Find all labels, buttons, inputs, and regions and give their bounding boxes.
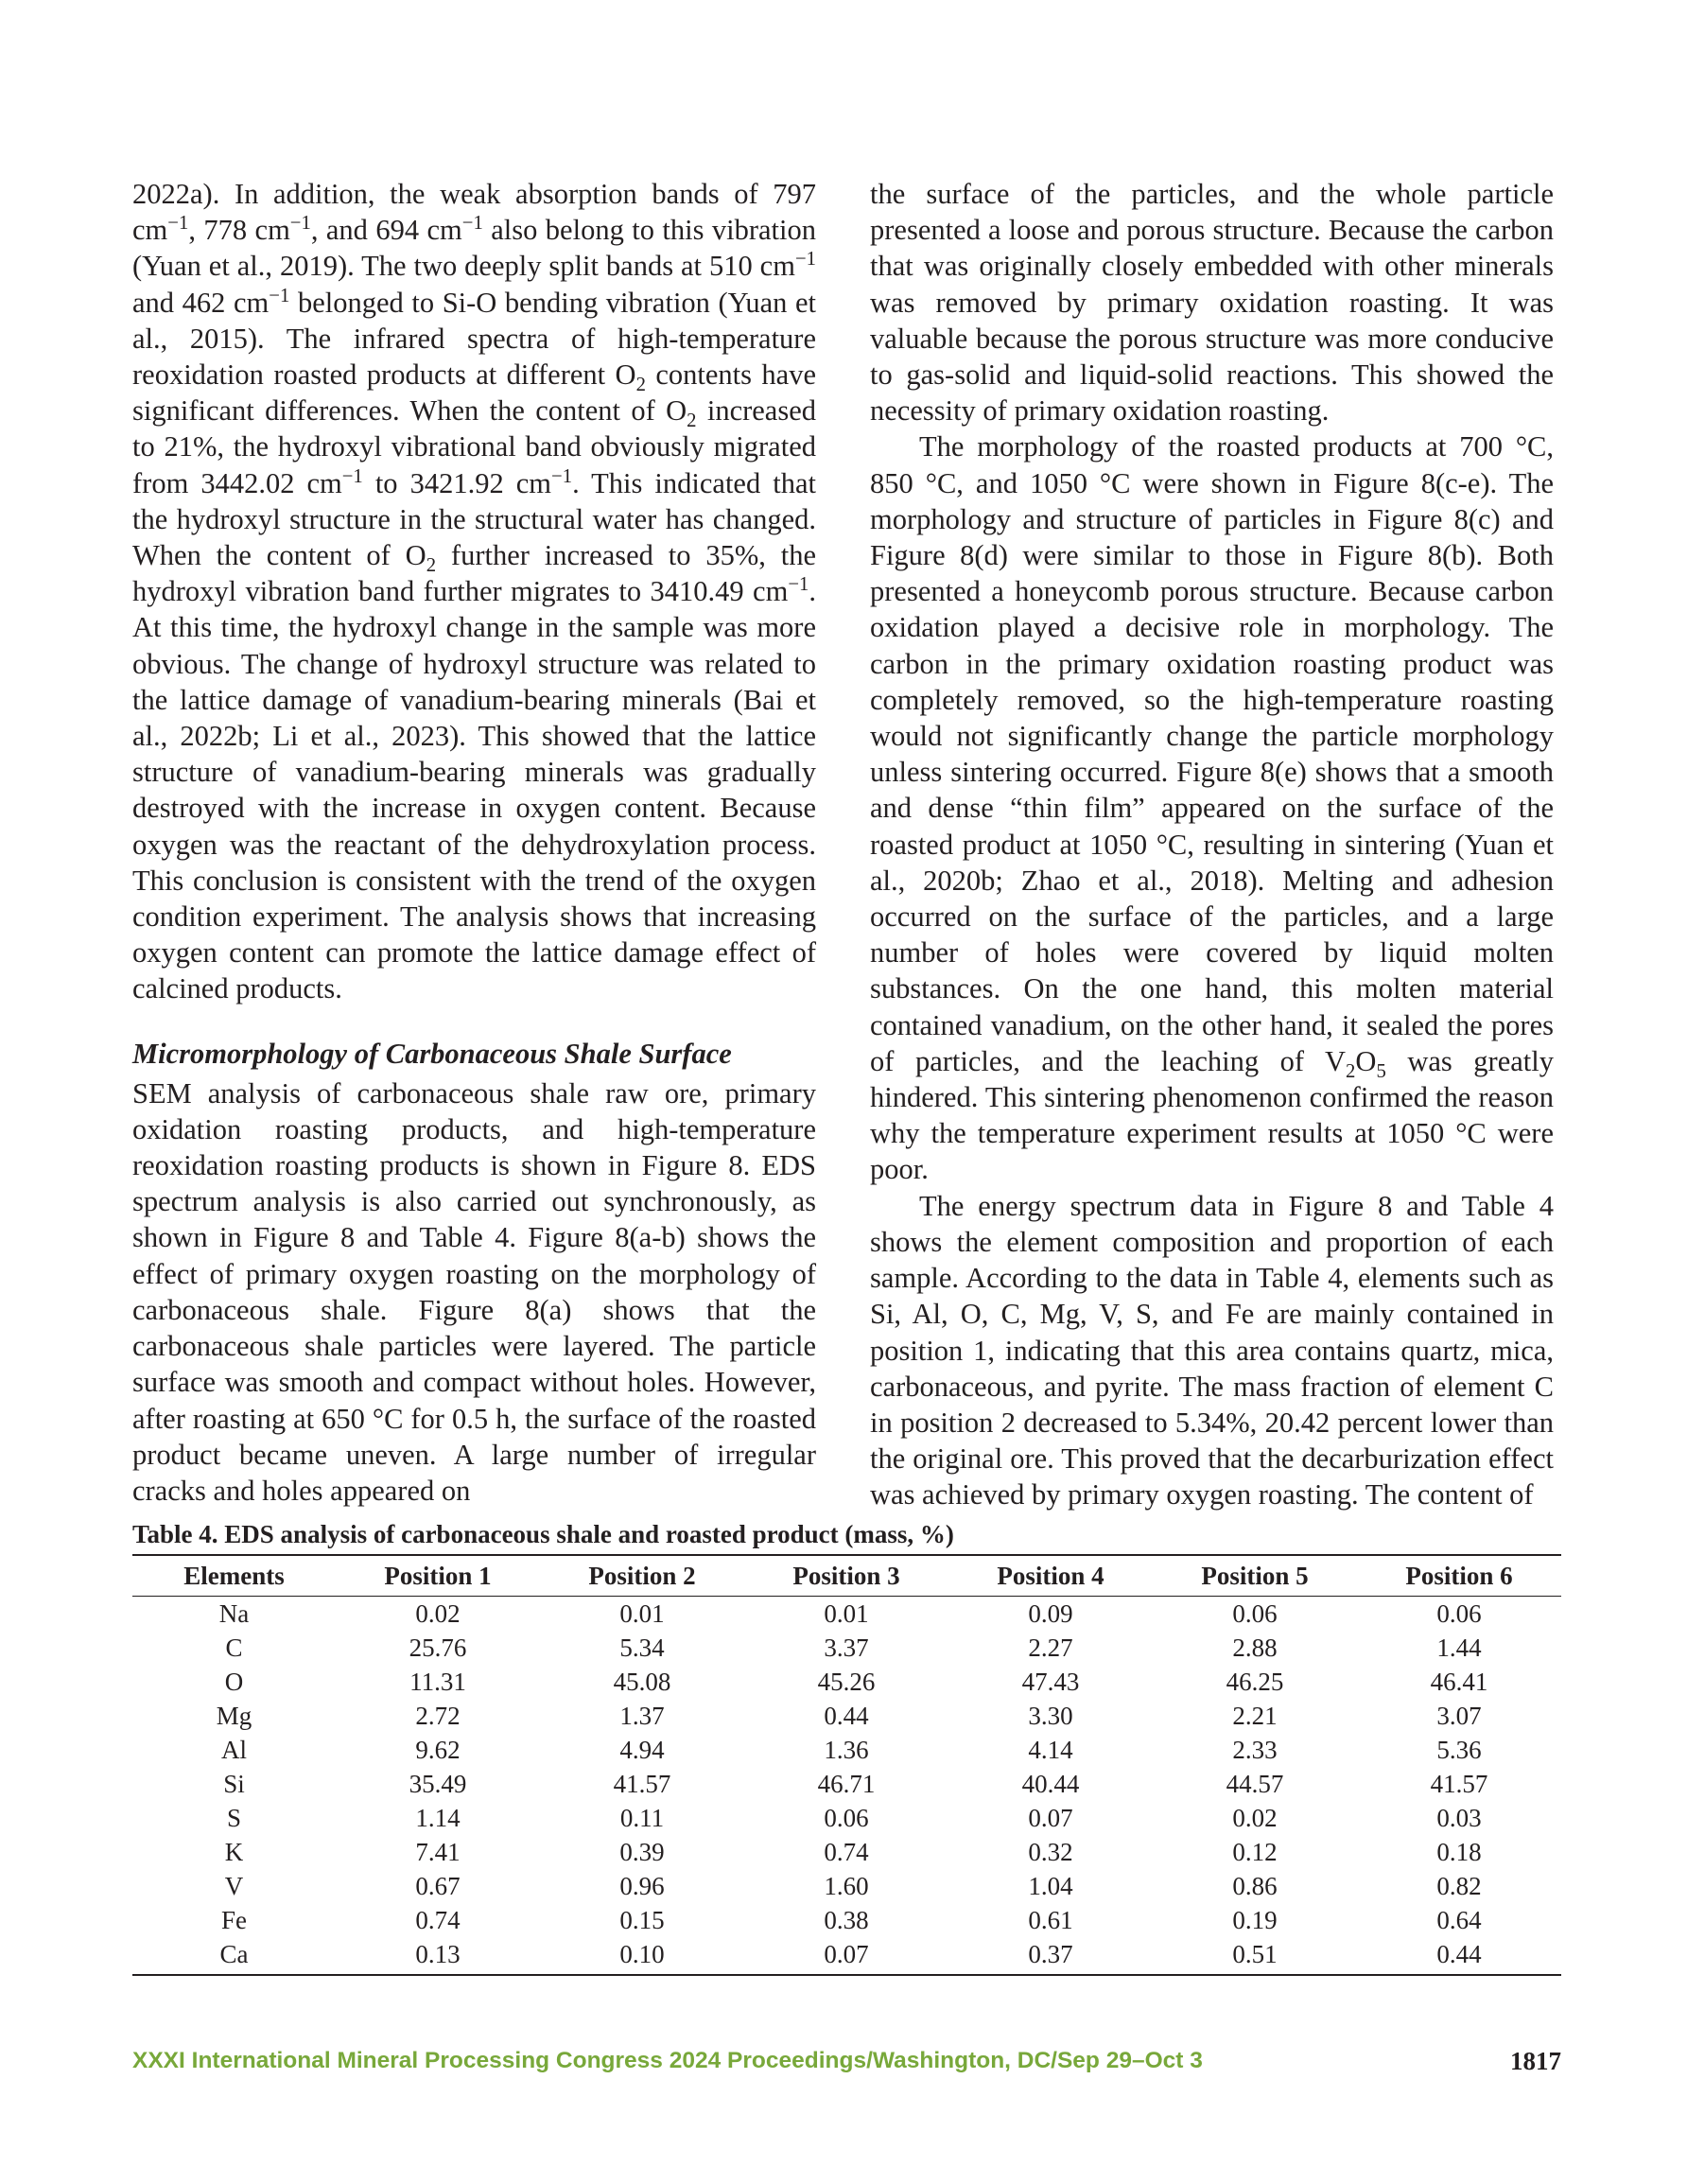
superscript: −1: [289, 213, 311, 235]
value-cell: 2.27: [1028, 1634, 1073, 1662]
body-paragraph: the surface of the particles, and the whole particle presented a loose and porous structure. Because the carbon that was originally closely embedded with other minerals was removed by primary oxidation roasting. It was valuable because the porous structure was more conducive to gas-solid and liquid-solid reactions. This showed the necessity of primary oxidation roasting.: [870, 178, 1554, 428]
value-cell: 2.21: [1232, 1702, 1278, 1730]
superscript: −1: [461, 213, 483, 235]
value-cell: 0.02: [1232, 1804, 1278, 1832]
element-cell: C: [225, 1634, 243, 1662]
subscript: 2: [687, 411, 697, 432]
column-header: Position 2: [540, 1555, 744, 1597]
value-cell: 2.72: [415, 1702, 461, 1730]
value-cell: 0.19: [1232, 1906, 1278, 1934]
subscript: 2: [426, 555, 437, 577]
column-header: Position 4: [948, 1555, 1153, 1597]
element-cell: S: [226, 1804, 242, 1832]
element-cell: O: [224, 1668, 244, 1696]
value-cell: 1.44: [1436, 1634, 1482, 1662]
value-cell: 0.64: [1436, 1906, 1482, 1934]
body-paragraph: The energy spectrum data in Figure 8 and Table 4 shows the element composition and proportion of each sample. According to the data in Table 4, elements such as Si, Al, O, C, Mg, V, S, and Fe are mainly contained in position 1, indicating that this area contains quartz, mica, carbonaceous, and pyrite. The mass fraction of element C in position 2 decreased to 5.34%, 20.42 percent lower than the original ore. This proved that the decarburization effect was achieved by primary oxygen roasting. The content of: [870, 1189, 1554, 1511]
value-cell: 1.14: [415, 1804, 461, 1832]
element-cell: Na: [218, 1599, 250, 1628]
value-cell: 0.74: [824, 1838, 869, 1866]
value-cell: 46.71: [817, 1770, 876, 1798]
table-header-row: [132, 1555, 1561, 1597]
element-cell: Si: [223, 1770, 245, 1798]
value-cell: 2.88: [1232, 1634, 1278, 1662]
value-cell: 0.37: [948, 1937, 1153, 1975]
value-cell: 2.33: [1232, 1736, 1278, 1764]
table-row: [132, 1665, 1561, 1699]
superscript: −1: [794, 249, 816, 271]
column-header: Position 5: [1153, 1555, 1357, 1597]
superscript: −1: [551, 465, 573, 487]
subscript: 2: [1346, 1060, 1356, 1082]
value-cell: 5.34: [619, 1634, 665, 1662]
section-heading: Micromorphology of Carbonaceous Shale Surface: [132, 1037, 732, 1070]
value-cell: 0.12: [1232, 1838, 1278, 1866]
value-cell: 3.30: [1028, 1702, 1073, 1730]
value-cell: 1.60: [824, 1872, 869, 1900]
table-row: [132, 1767, 1561, 1801]
value-cell: 25.76: [409, 1634, 467, 1662]
value-cell: 0.74: [415, 1906, 461, 1934]
value-cell: 46.25: [1226, 1668, 1284, 1696]
value-cell: 44.57: [1226, 1770, 1284, 1798]
value-cell: 7.41: [415, 1838, 461, 1866]
value-cell: 0.39: [619, 1838, 665, 1866]
value-cell: 9.62: [415, 1736, 461, 1764]
table-row: [132, 1699, 1561, 1733]
value-cell: 0.18: [1436, 1838, 1482, 1866]
value-cell: 0.03: [1436, 1804, 1482, 1832]
table-row: [132, 1801, 1561, 1835]
value-cell: 3.37: [824, 1634, 869, 1662]
value-cell: 0.07: [1028, 1804, 1073, 1832]
value-cell: 0.01: [619, 1599, 665, 1628]
body-paragraph: The morphology of the roasted products at 700 °C, 850 °C, and 1050 °C were shown in Figure 8(c-e). The morphology and structure of particles in Figure 8(c) and Figure 8(d) were similar to those in Figure 8(b). Both presented a honeycomb porous structure. Because carbon oxidation played a decisive role in morphology. The carbon in the primary oxidation roasting product was completely removed, so the high-temperature roasting would not significantly change the particle morphology unless sintering occurred. Figure 8(e) shows that a smooth and dense “thin film” appeared on the surface of the roasted product at 1050 °C, resulting in sintering (Yuan et al., 2020b; Zhao et al., 2018). Melting and adhesion occurred on the surface of the particles, and a large number of holes were covered by liquid molten substances. On the one hand, this molten material contained vanadium, on the other hand, it sealed the pores of particles, and the leaching of $V_2O_5$ was greatly hindered. This sintering phenomenon confirmed the reason why the temperature experiment results at 1050 °C were poor.: [870, 430, 1554, 1186]
element-cell: Ca: [132, 1937, 336, 1975]
column-header: Elements: [132, 1555, 336, 1597]
value-cell: 0.96: [619, 1872, 665, 1900]
value-cell: 5.36: [1436, 1736, 1482, 1764]
value-cell: 0.61: [1028, 1906, 1073, 1934]
value-cell: 0.06: [824, 1804, 869, 1832]
superscript: −1: [269, 285, 290, 306]
value-cell: 11.31: [409, 1668, 466, 1696]
value-cell: 41.57: [1430, 1770, 1488, 1798]
table-row: [132, 1869, 1561, 1903]
table-body: [132, 1597, 1561, 1976]
right-text-column: [870, 176, 1554, 1513]
value-cell: 0.02: [415, 1599, 461, 1628]
value-cell: 45.26: [817, 1668, 876, 1696]
value-cell: 41.57: [613, 1770, 671, 1798]
value-cell: 0.51: [1153, 1937, 1357, 1975]
table-row: [132, 1835, 1561, 1869]
element-cell: Mg: [216, 1702, 252, 1730]
value-cell: 0.06: [1436, 1599, 1482, 1628]
value-cell: 0.13: [336, 1937, 540, 1975]
page-footer: [132, 2046, 1561, 2076]
column-header: Position 1: [336, 1555, 540, 1597]
superscript: −1: [788, 574, 809, 596]
body-paragraph: 2022a). In addition, the weak absorption bands of 797 $cm^{-1}$, 778 $cm^{-1}$, and 694 $cm^{-1}$ also belong to this vibration (Yuan et al., 2019). The two deeply split bands at 510 $cm^{-1}$ and 462 $cm^{-1}$ belonged to Si-O bending vibration (Yuan et al., 2015). The infrared spectra of high-temperature reoxidation roasted products at different $O_2$ contents have significant differences. When the content of $O_2$ increased to 21%, the hydroxyl vibrational band obviously migrated from 3442.02 $cm^{-1}$ to 3421.92 $cm^{-1}$. This indicated that the hydroxyl structure in the structural water has changed. When the content of $O_2$ further increased to 35%, the hydroxyl vibration band further migrates to 3410.49 $cm^{-1}$. At this time, the hydroxyl change in the sample was more obvious. The change of hydroxyl structure was related to the lattice damage of vanadium-bearing minerals (Bai et al., 2022b; Li et al., 2023). This showed that the lattice structure of vanadium-bearing minerals was gradually destroyed with the increase in oxygen content. Because oxygen was the reactant of the dehydroxylation process. This conclusion is consistent with the trend of the oxygen condition experiment. The analysis shows that increasing oxygen content can promote the lattice damage effect of calcined products.: [132, 178, 817, 1005]
subscript: 2: [635, 375, 646, 396]
value-cell: 0.11: [619, 1804, 665, 1832]
value-cell: 35.49: [409, 1770, 467, 1798]
eds-analysis-table: [132, 1554, 1561, 1976]
value-cell: 0.82: [1436, 1872, 1482, 1900]
table-row: [132, 1597, 1561, 1632]
page-number: 1817: [1510, 2047, 1561, 2075]
value-cell: 1.36: [824, 1736, 869, 1764]
column-header: Position 3: [744, 1555, 948, 1597]
value-cell: 0.38: [824, 1906, 869, 1934]
value-cell: 0.15: [619, 1906, 665, 1934]
value-cell: 0.01: [824, 1599, 869, 1628]
value-cell: 1.37: [619, 1702, 665, 1730]
value-cell: 1.04: [1028, 1872, 1073, 1900]
value-cell: 0.44: [824, 1702, 869, 1730]
superscript: −1: [341, 465, 363, 487]
table-row: [132, 1631, 1561, 1665]
left-text-column: [132, 176, 816, 1509]
value-cell: 46.41: [1430, 1668, 1488, 1696]
table-row: [132, 1937, 1561, 1975]
table-row: [132, 1903, 1561, 1937]
value-cell: 3.07: [1436, 1702, 1482, 1730]
value-cell: 0.06: [1232, 1599, 1278, 1628]
table-row: [132, 1733, 1561, 1767]
value-cell: 0.07: [744, 1937, 948, 1975]
column-header: Position 6: [1357, 1555, 1561, 1597]
superscript: −1: [167, 213, 189, 235]
body-paragraph: SEM analysis of carbonaceous shale raw ore, primary oxidation roasting products, and high-temperature reoxidation roasting products is shown in Figure 8. EDS spectrum analysis is also carried out synchronously, as shown in Figure 8 and Table 4. Figure 8(a-b) shows the effect of primary oxygen roasting on the morphology of carbonaceous shale. Figure 8(a) shows that the carbonaceous shale particles were layered. The particle surface was smooth and compact without holes. However, after roasting at 650 °C for 0.5 h, the surface of the roasted product became uneven. A large number of irregular cracks and holes appeared on: [132, 1076, 816, 1507]
value-cell: 0.09: [1028, 1599, 1073, 1628]
element-cell: Fe: [221, 1906, 247, 1934]
value-cell: 0.86: [1232, 1872, 1278, 1900]
value-cell: 45.08: [613, 1668, 671, 1696]
value-cell: 47.43: [1021, 1668, 1080, 1696]
value-cell: 40.44: [1021, 1770, 1080, 1798]
value-cell: 0.32: [1028, 1838, 1073, 1866]
element-cell: V: [224, 1872, 244, 1900]
element-cell: K: [224, 1838, 244, 1866]
conference-footer-text: XXXI International Mineral Processing Congress 2024 Proceedings/Washington, DC/Sep 29–Oct 3: [132, 2048, 1203, 2073]
value-cell: 0.67: [415, 1872, 461, 1900]
subscript: 5: [1376, 1060, 1386, 1082]
value-cell: 0.10: [540, 1937, 744, 1975]
element-cell: Al: [221, 1736, 247, 1764]
table-caption: Table 4. EDS analysis of carbonaceous shale and roasted product (mass, %): [132, 1520, 954, 1548]
eds-table-block: [132, 1517, 1561, 1976]
value-cell: 0.44: [1357, 1937, 1561, 1975]
value-cell: 4.14: [1028, 1736, 1073, 1764]
value-cell: 4.94: [619, 1736, 665, 1764]
